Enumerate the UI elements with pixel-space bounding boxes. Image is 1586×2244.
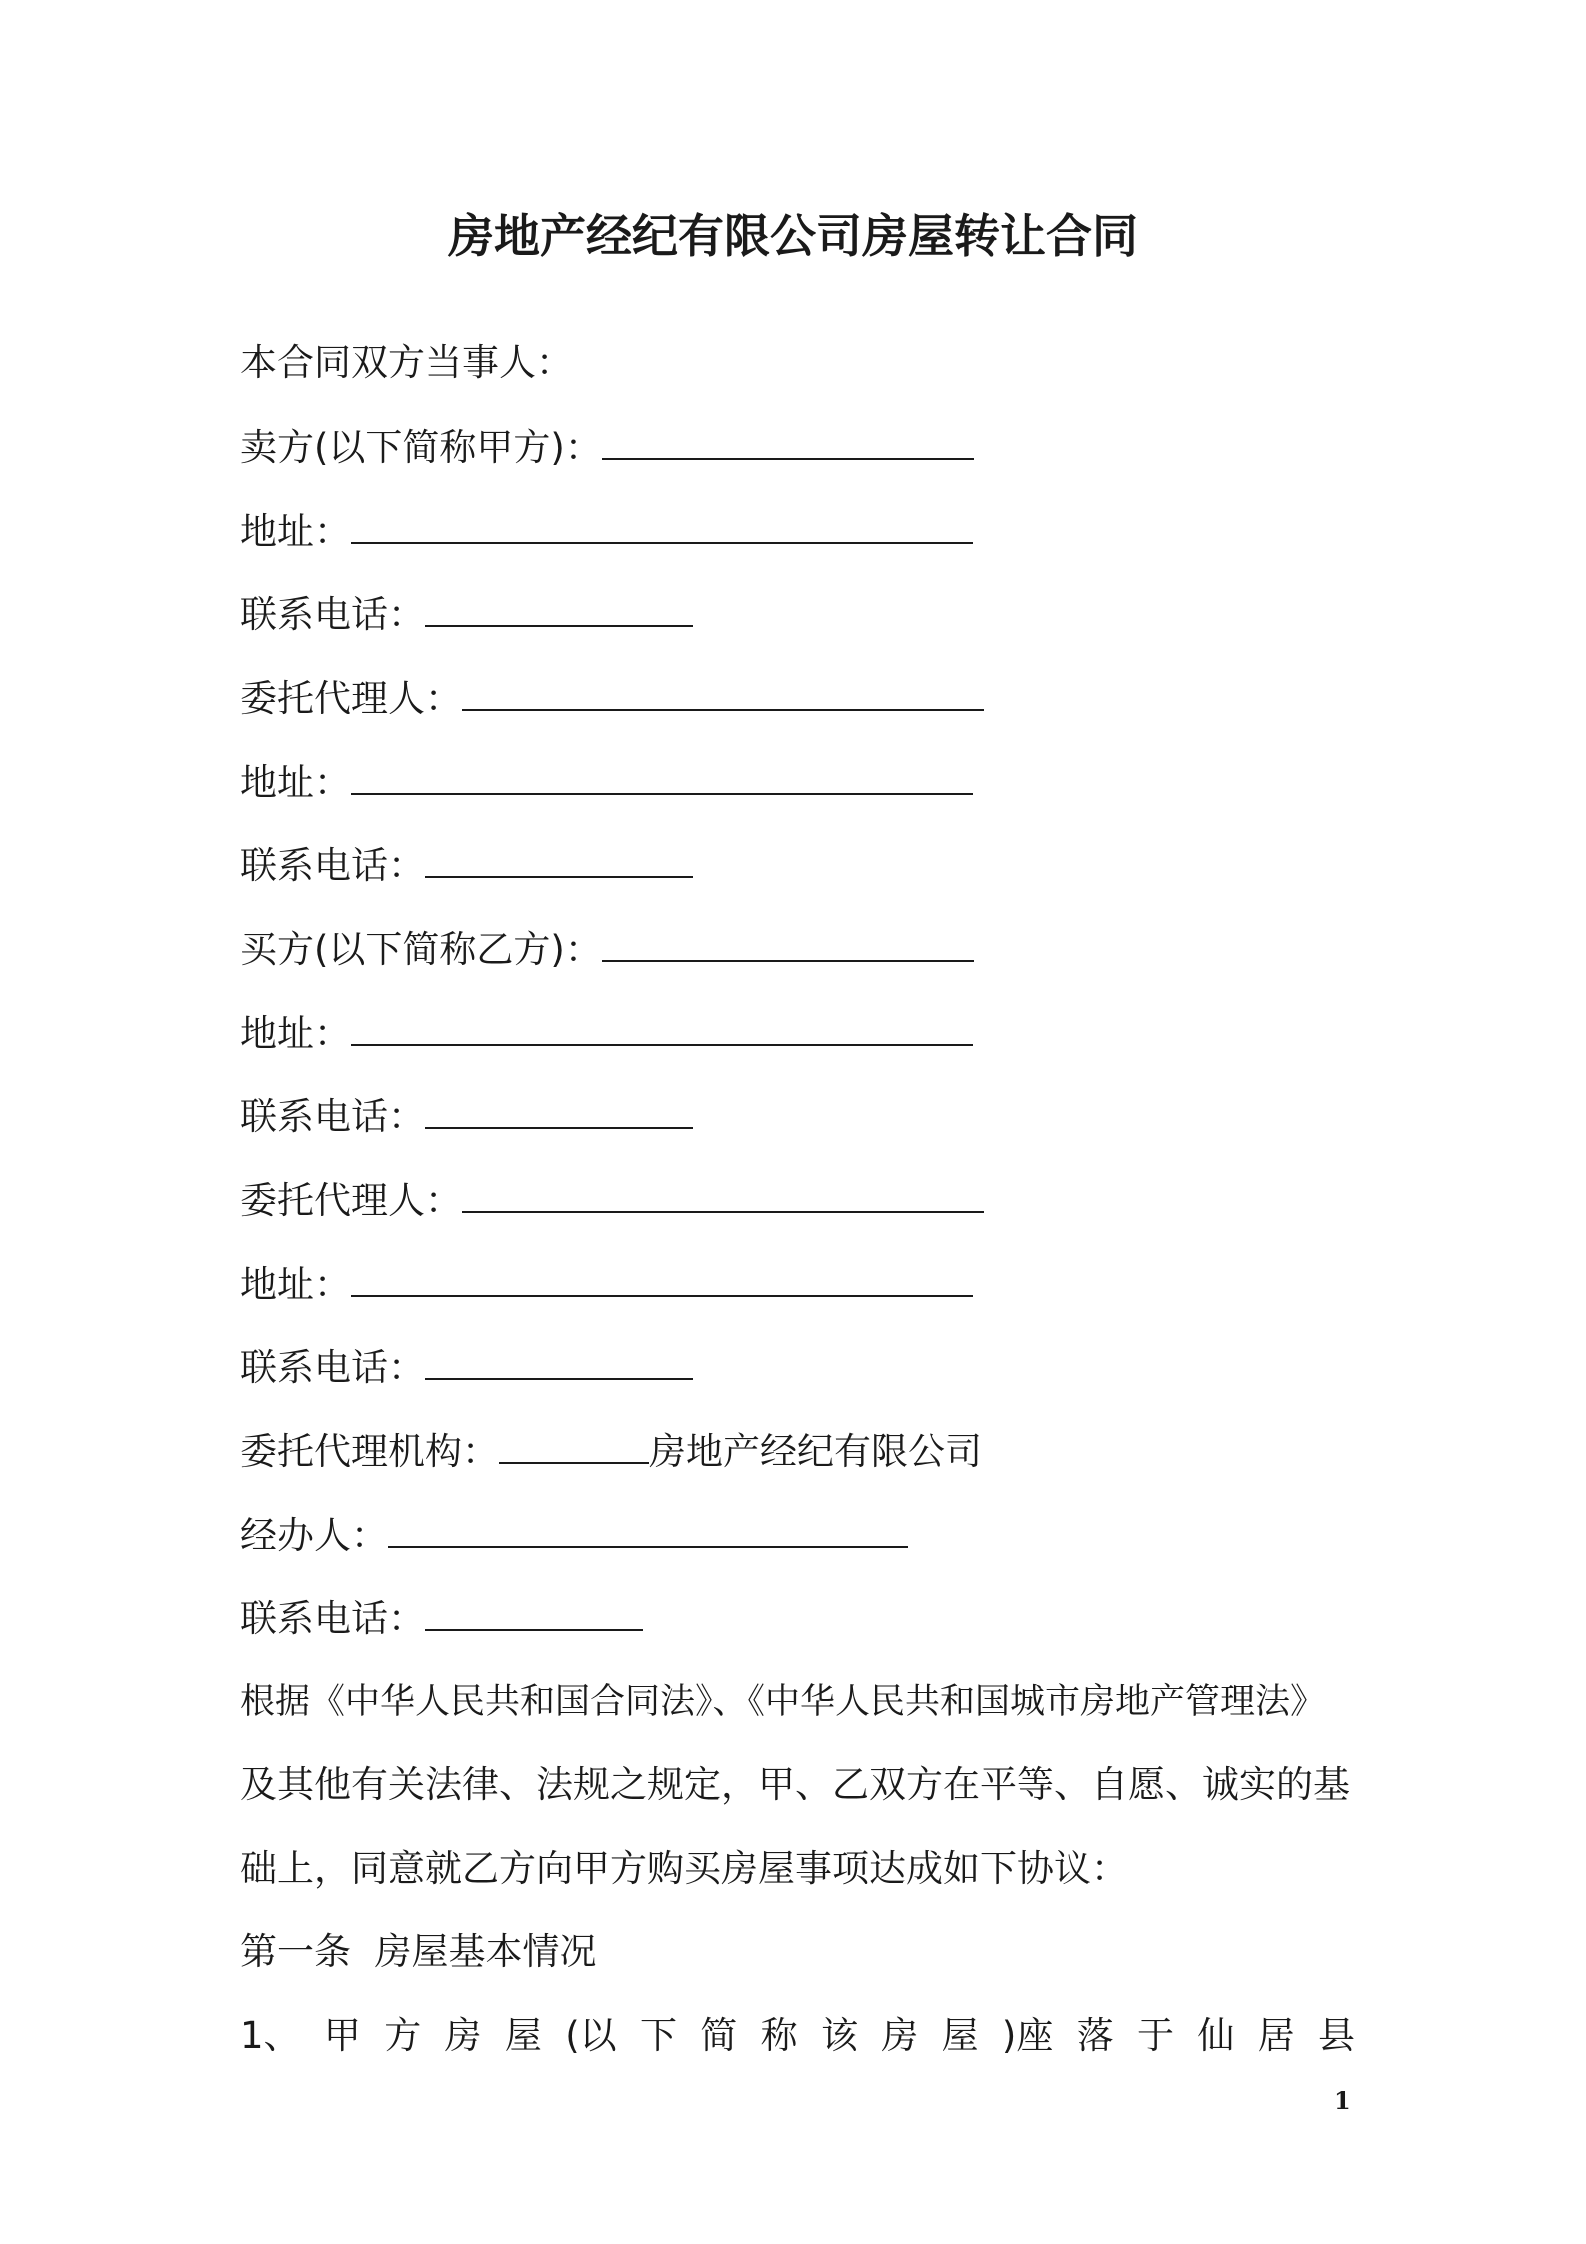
item-char: 落	[1076, 2014, 1114, 2057]
agency-line	[240, 1426, 982, 1476]
parties-heading: 本合同双方当事人：	[240, 341, 573, 384]
buyer-agent-phone-label: 联系电话：	[240, 1346, 425, 1389]
buyer-agent-address-label: 地址：	[240, 1263, 351, 1306]
buyer-agent-phone-line	[240, 1342, 693, 1392]
seller-agent-address-field[interactable]	[351, 757, 973, 795]
handler-field[interactable]	[388, 1510, 908, 1548]
buyer-phone-field[interactable]	[425, 1091, 693, 1129]
buyer-phone-label: 联系电话：	[240, 1095, 425, 1138]
buyer-address-label: 地址：	[240, 1012, 351, 1055]
seller-address-line	[240, 506, 973, 556]
buyer-agent-phone-field[interactable]	[425, 1342, 693, 1380]
seller-agent-address-line	[240, 757, 973, 807]
buyer-agent-address-line	[240, 1259, 973, 1309]
item-char: (以	[565, 2014, 617, 2057]
item-char: 房	[444, 2014, 482, 2057]
seller-address-label: 地址：	[240, 510, 351, 553]
seller-agent-phone-label: 联系电话：	[240, 844, 425, 887]
buyer-line	[240, 924, 974, 974]
seller-agent-address-label: 地址：	[240, 761, 351, 804]
buyer-name-field[interactable]	[602, 924, 974, 962]
item-char: 屋	[941, 2014, 979, 2057]
item-char: 1、	[240, 2014, 301, 2057]
item-char: 甲	[323, 2014, 361, 2057]
seller-agent-phone-line	[240, 840, 693, 890]
item-char: 称	[760, 2014, 798, 2057]
item-char: 县	[1318, 2014, 1355, 2057]
preamble-line-1: 根据《中华人民共和国合同法》、《中华人民共和国城市房地产管理法》	[240, 1682, 1326, 1722]
buyer-address-field[interactable]	[351, 1008, 973, 1046]
item-char: 该	[820, 2014, 858, 2057]
seller-phone-line	[240, 589, 693, 639]
handler-line	[240, 1510, 908, 1560]
seller-label: 卖方(以下简称甲方)：	[240, 426, 602, 469]
article-1-item-1	[240, 2011, 1355, 2061]
preamble-line-3: 础上，同意就乙方向甲方购买房屋事项达成如下协议：	[240, 1847, 1128, 1890]
handler-phone-field[interactable]	[425, 1593, 643, 1631]
seller-phone-field[interactable]	[425, 589, 693, 627]
seller-phone-label: 联系电话：	[240, 593, 425, 636]
document-title: 房地产经纪有限公司房屋转让合同	[448, 209, 1138, 263]
buyer-agent-label: 委托代理人：	[240, 1179, 462, 1222]
seller-agent-label: 委托代理人：	[240, 677, 462, 720]
seller-agent-phone-field[interactable]	[425, 840, 693, 878]
handler-label: 经办人：	[240, 1514, 388, 1557]
buyer-label: 买方(以下简称乙方)：	[240, 928, 602, 971]
seller-agent-line	[240, 673, 984, 723]
article-1-heading: 第一条 房屋基本情况	[240, 1930, 597, 1973]
item-char: 居	[1257, 2014, 1295, 2057]
buyer-agent-field[interactable]	[462, 1175, 984, 1213]
agency-label: 委托代理机构：	[240, 1430, 499, 1473]
item-char: 简	[700, 2014, 738, 2057]
handler-phone-line	[240, 1593, 643, 1643]
seller-line	[240, 422, 974, 472]
item-char: 方	[384, 2014, 422, 2057]
item-char: 仙	[1197, 2014, 1235, 2057]
handler-phone-label: 联系电话：	[240, 1597, 425, 1640]
buyer-address-line	[240, 1008, 973, 1058]
preamble-line-2: 及其他有关法律、法规之规定，甲、乙双方在平等、自愿、诚实的基	[240, 1763, 1350, 1806]
buyer-phone-line	[240, 1091, 693, 1141]
buyer-agent-address-field[interactable]	[351, 1259, 973, 1297]
item-char: 下	[639, 2014, 677, 2057]
agency-name-field[interactable]	[499, 1426, 649, 1464]
seller-name-field[interactable]	[602, 422, 974, 460]
item-char: 屋	[504, 2014, 542, 2057]
seller-address-field[interactable]	[351, 506, 973, 544]
seller-agent-field[interactable]	[462, 673, 984, 711]
item-char: 于	[1137, 2014, 1175, 2057]
agency-suffix: 房地产经纪有限公司	[649, 1430, 982, 1473]
buyer-agent-line	[240, 1175, 984, 1225]
page-number: 1	[1334, 2086, 1351, 2115]
item-char: 房	[881, 2014, 919, 2057]
item-char: )座	[1001, 2014, 1054, 2057]
